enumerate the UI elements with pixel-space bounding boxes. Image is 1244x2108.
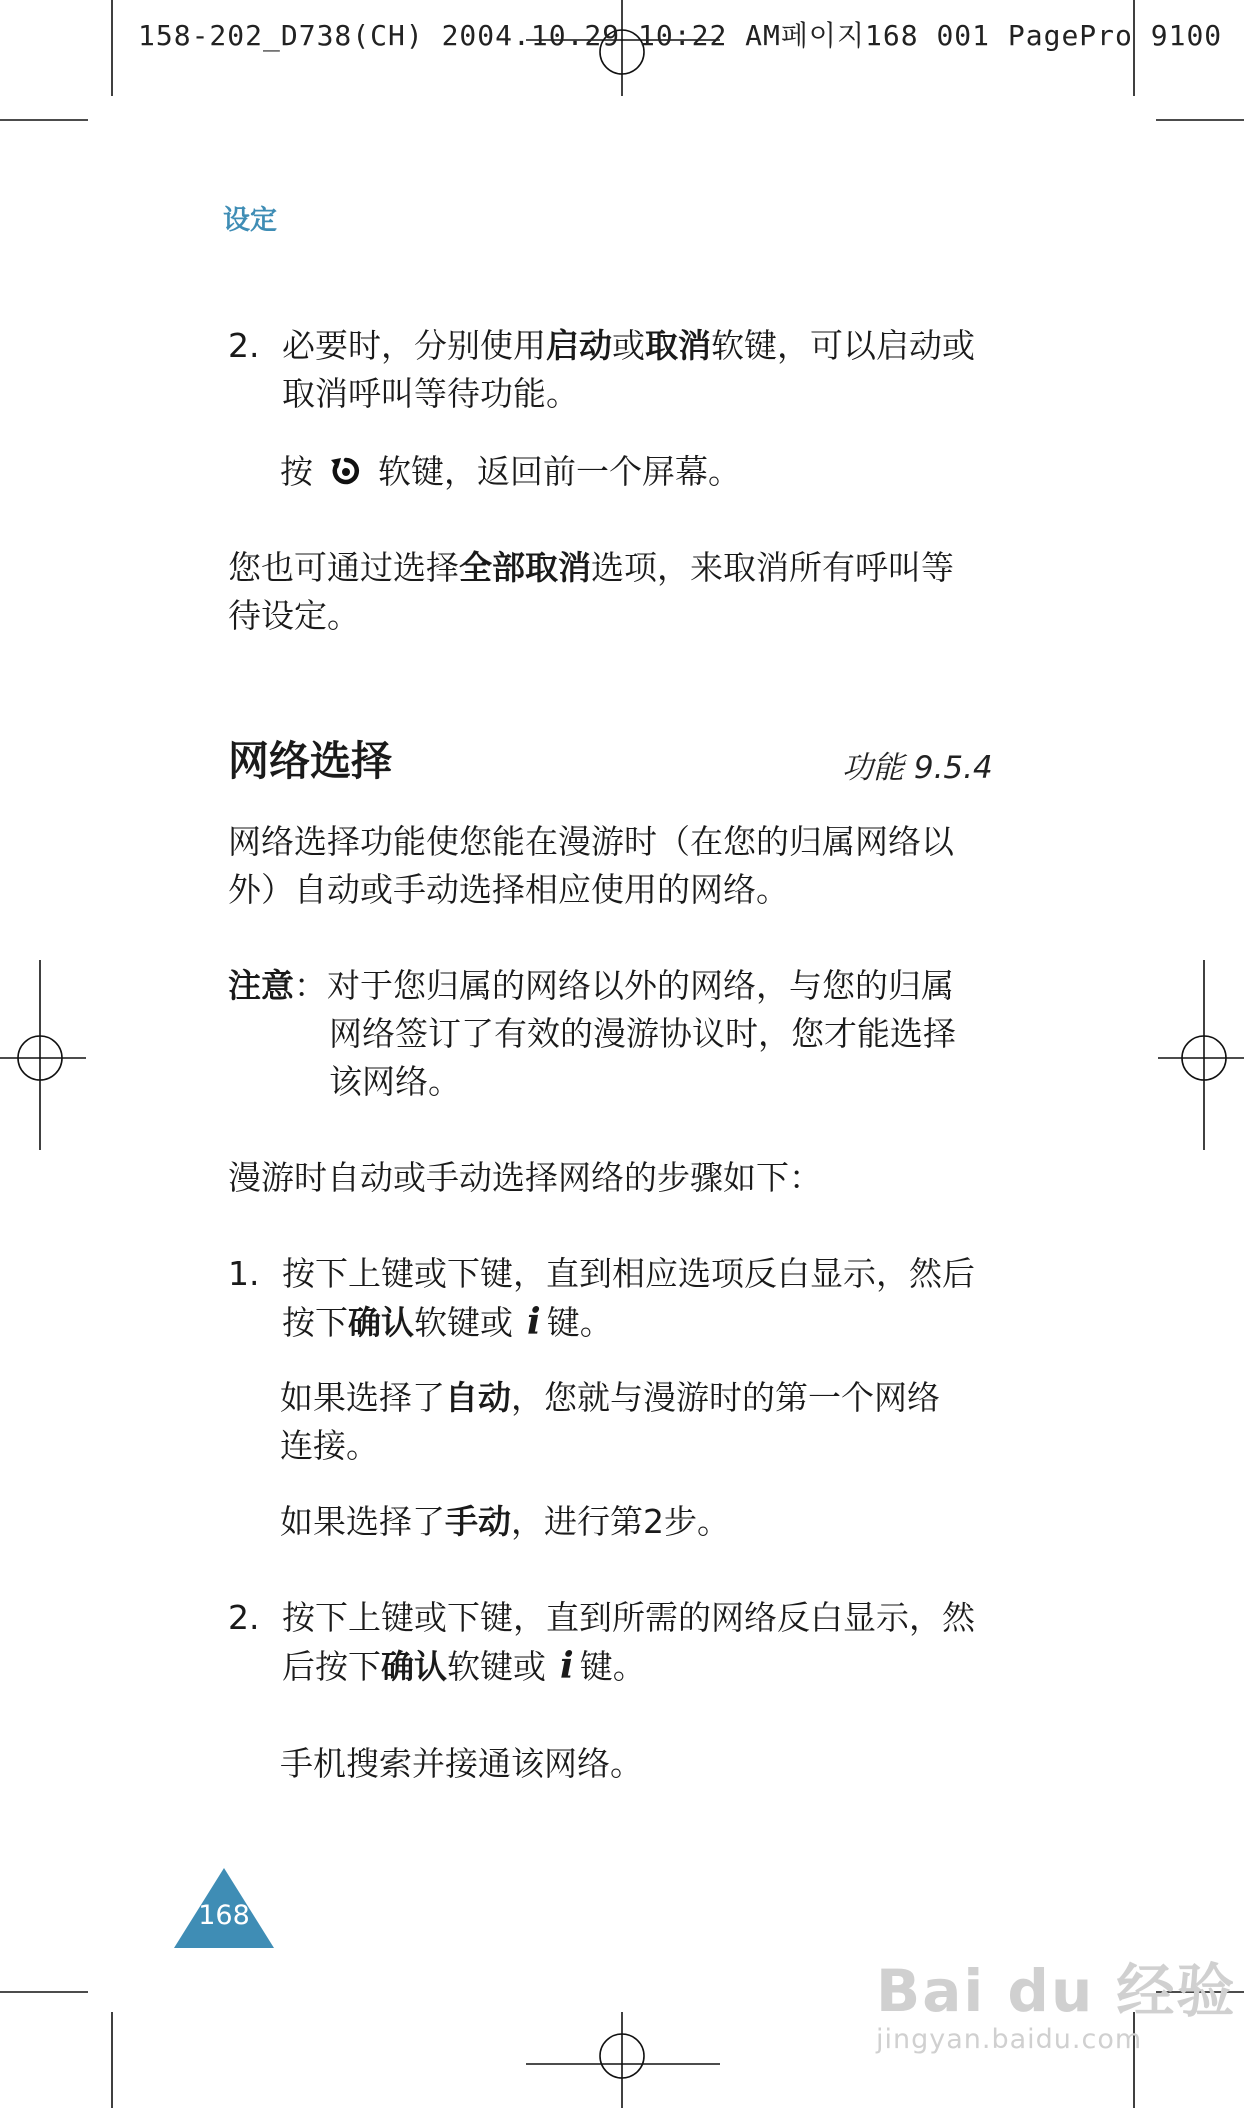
bold-term: 取消 <box>645 326 711 365</box>
step-1 <box>228 1250 975 1347</box>
step-2-top-line-1 <box>228 322 975 370</box>
bold-term: 手动 <box>445 1502 511 1541</box>
text: ： <box>294 966 327 1005</box>
bold-term: 确认 <box>348 1303 414 1342</box>
text: 软键，可以启动或 <box>711 326 975 365</box>
text: 后按下 <box>282 1647 381 1686</box>
step-2-top-line-2: 取消呼叫等待功能。 <box>282 374 579 413</box>
text: ，进行第2步。 <box>511 1502 730 1541</box>
manual-note <box>280 1498 730 1546</box>
function-number: 功能 9.5.4 <box>842 750 993 786</box>
bold-term: 确认 <box>381 1647 447 1686</box>
text: 该网络。 <box>329 1062 461 1101</box>
text: 网络签订了有效的漫游协议时，您才能选择 <box>329 1014 956 1053</box>
info-key-icon: i <box>560 1645 574 1687</box>
bold-term: 自动 <box>445 1378 511 1417</box>
step-2 <box>228 1594 975 1691</box>
text: 软键或 <box>414 1303 513 1342</box>
text: 您也可通过选择 <box>228 548 459 587</box>
text: 键。 <box>579 1647 646 1686</box>
cancel-all-paragraph <box>228 544 954 640</box>
text: 按 <box>280 452 313 491</box>
note-label: 注意 <box>228 966 294 1005</box>
auto-note <box>280 1374 940 1470</box>
step-number: 2. <box>228 326 260 365</box>
final-paragraph: 手机搜索并接通该网络。 <box>280 1744 643 1783</box>
text: ，您就与漫游时的第一个网络 <box>511 1378 940 1417</box>
bold-term: 全部取消 <box>459 548 591 587</box>
info-key-icon: i <box>527 1301 541 1343</box>
baidu-watermark <box>876 1944 1236 2055</box>
text: 键。 <box>546 1303 613 1342</box>
section-heading: 网络选择 <box>228 737 392 785</box>
steps-intro: 漫游时自动或手动选择网络的步骤如下： <box>228 1158 822 1197</box>
text: 按下上键或下键，直到所需的网络反白显示，然 <box>282 1598 975 1637</box>
step-number: 1. <box>228 1254 260 1293</box>
text: 必要时，分别使用 <box>282 326 546 365</box>
bold-term: 启动 <box>546 326 612 365</box>
print-slug: 158-202_D738(CH) 2004.10.29 10:22 AM페이지168 001 PagePro 9100 <box>138 19 1223 52</box>
text: 连接。 <box>280 1426 379 1465</box>
text: 网络选择功能使您能在漫游时（在您的归属网络以 <box>228 822 954 861</box>
text: 如果选择了 <box>280 1502 445 1541</box>
step-2-top <box>228 322 975 418</box>
text: 外）自动或手动选择相应使用的网络。 <box>228 870 789 909</box>
watermark-brand: Bai du 经验 <box>876 1957 1237 2025</box>
text: 待设定。 <box>228 596 360 635</box>
text: 或 <box>612 326 645 365</box>
text: 软键或 <box>447 1647 546 1686</box>
watermark-url: jingyan.baidu.com <box>876 2024 1143 2055</box>
back-key-icon <box>328 452 364 488</box>
back-note <box>280 448 741 496</box>
step-number: 2. <box>228 1598 260 1637</box>
text: 如果选择了 <box>280 1378 445 1417</box>
intro-paragraph <box>228 818 954 914</box>
text: 按下上键或下键，直到相应选项反白显示，然后 <box>282 1254 975 1293</box>
section-label: 设定 <box>223 205 277 236</box>
text: 软键，返回前一个屏幕。 <box>378 452 741 491</box>
text: 按下 <box>282 1303 348 1342</box>
page-number: 168 <box>198 1900 250 1931</box>
text: 对于您归属的网络以外的网络，与您的归属 <box>327 966 954 1005</box>
note-block <box>228 962 956 1106</box>
text: 选项，来取消所有呼叫等 <box>591 548 954 587</box>
